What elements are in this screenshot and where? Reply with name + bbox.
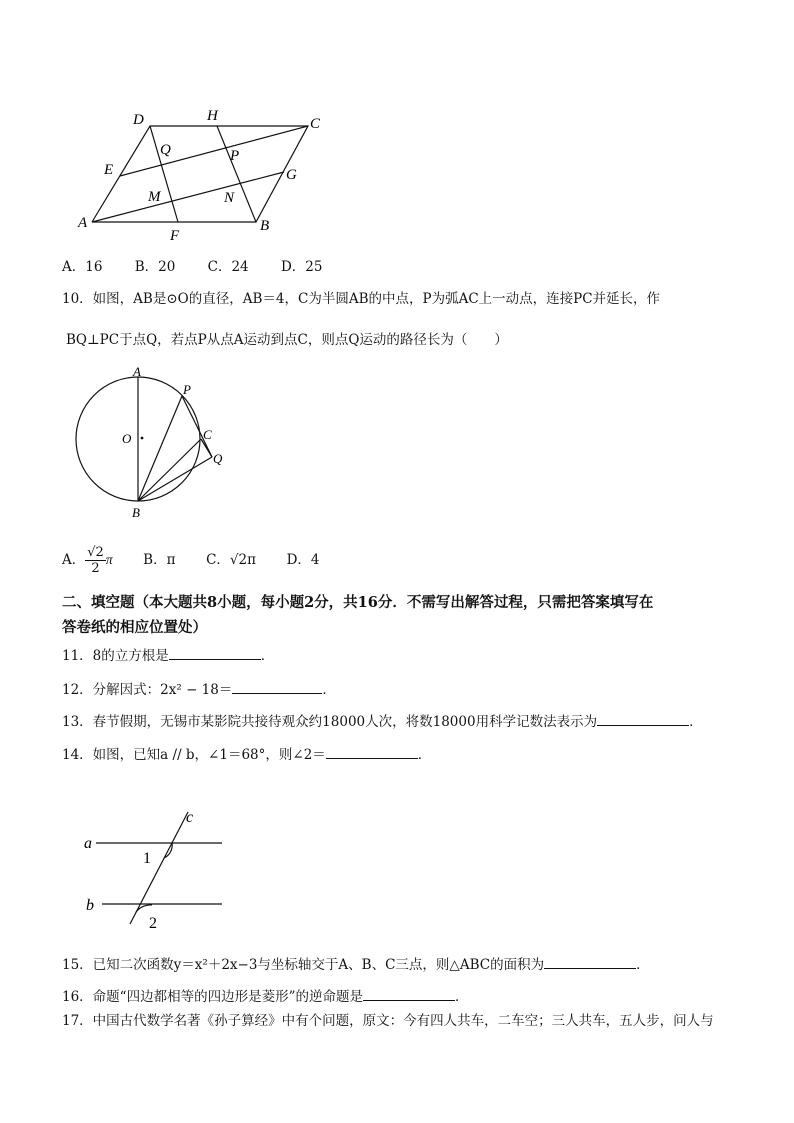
angle-2-label: 2 (149, 915, 157, 932)
label-b: b (86, 897, 94, 914)
q9-option-d: D．25 (280, 259, 323, 275)
q12-text: 12．分解因式：2x² − 18＝ (62, 682, 233, 698)
label-Q: Q (213, 451, 223, 466)
label-a: a (84, 835, 92, 852)
label-A: A (133, 364, 141, 379)
q11-text: 11．8的立方根是 (62, 648, 169, 664)
q15-end: ． (636, 957, 650, 973)
parallelogram-figure (70, 100, 350, 245)
q13-answer-blank[interactable] (597, 711, 689, 726)
q10-option-d: D．4 (286, 552, 320, 568)
section-heading-line1: 二、填空题（本大题共8小题，每小题2分，共16分．不需写出解答过程，只需把答案填写在 (62, 594, 654, 611)
q14-end: ． (417, 747, 432, 763)
q10-option-a-fraction (85, 545, 106, 576)
q15 (62, 954, 650, 974)
q9-option-c: C．24 (207, 259, 249, 275)
q16-end: ． (454, 989, 469, 1005)
q10-text-line1: 10．如图，AB是⊙O的直径，AB＝4，C为半圆AB的中点，P为弧AC上一动点，连接PC并延长，作 (62, 291, 661, 307)
section-heading-line2: 答卷纸的相应位置处） (62, 619, 207, 636)
label-H: H (207, 108, 218, 124)
q10-text-line2: BQ⊥PC于点Q，若点P从点A运动到点C，则点Q运动的路径长为（ ） (66, 332, 508, 348)
q14-answer-blank[interactable] (326, 744, 418, 759)
label-B: B (260, 218, 270, 234)
label-B: B (132, 505, 140, 520)
q16 (62, 986, 468, 1006)
q9-options (62, 258, 350, 276)
q13 (62, 711, 703, 731)
q12-answer-blank[interactable] (232, 679, 322, 694)
q11-end: ． (260, 648, 275, 664)
q10-option-c: C．√2π (206, 552, 256, 568)
q16-text: 16．命题“四边都相等的四边形是菱形”的逆命题是 (62, 989, 363, 1005)
label-C: C (203, 427, 212, 442)
label-P: P (183, 382, 191, 397)
q11 (62, 645, 274, 665)
label-C: C (310, 116, 321, 132)
label-G: G (286, 167, 297, 183)
label-O: O (122, 431, 132, 446)
parallel-lines-figure (80, 808, 250, 933)
q15-answer-blank[interactable] (544, 954, 636, 969)
q16-answer-blank[interactable] (363, 986, 455, 1001)
q17-text: 17．中国古代数学名著《孙子算经》中有个问题，原文：今有四人共车，二车空；三人共车，五人步，问人与 (62, 1013, 714, 1029)
q13-text: 13．春节假期，无锡市某影院共接待观众约18000人次，将数18000用科学记数法表示为 (62, 714, 598, 730)
q10-option-b: B．π (143, 552, 176, 568)
q14-text: 14．如图，已知a // b，∠1＝68°，则∠2＝ (62, 747, 326, 763)
fraction-denominator: 2 (91, 561, 100, 576)
q13-end: ． (689, 714, 703, 730)
label-M: M (148, 189, 161, 205)
q9-option-b: B．20 (134, 259, 176, 275)
label-D: D (133, 112, 144, 128)
label-A: A (78, 215, 88, 231)
label-P: P (230, 148, 240, 164)
label-N: N (224, 190, 235, 206)
q14 (62, 744, 431, 764)
angle-1-label: 1 (143, 850, 151, 867)
q9-option-a: A．16 (62, 259, 103, 275)
label-c: c (186, 809, 194, 826)
label-Q: Q (160, 142, 171, 158)
label-F: F (170, 228, 180, 244)
fraction-numerator: √2 (87, 545, 104, 560)
q12 (62, 679, 336, 699)
q10-options (62, 544, 319, 576)
q15-text: 15．已知二次函数y＝x²＋2x−3与坐标轴交于A、B、C三点，则△ABC的面积为 (62, 957, 545, 973)
q10-option-a-prefix: A． (62, 552, 86, 568)
label-E: E (104, 162, 114, 178)
q11-answer-blank[interactable] (169, 645, 261, 660)
q12-end: ． (322, 682, 336, 698)
q10-option-a-suffix: π (105, 552, 113, 567)
circle-figure (70, 362, 240, 522)
